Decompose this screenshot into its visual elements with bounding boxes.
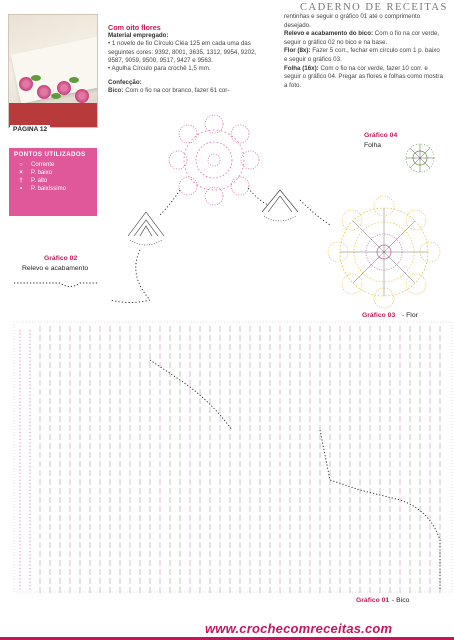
pink-chain-overlay: [20, 330, 30, 590]
slip-stitch-symbol-icon: •: [19, 186, 23, 192]
leaf-chart-right: [262, 190, 298, 221]
leaf-chart-graph04: [406, 144, 434, 172]
chain-symbol-icon: ○: [19, 162, 23, 168]
legend-label: Corrente: [31, 162, 55, 168]
double-crochet-symbol-icon: †: [19, 178, 23, 184]
needle-text: • Agulha Círculo para crochê 1,5 mm.: [108, 65, 211, 73]
flor-label: Flor (8x):: [284, 47, 311, 55]
website-footer[interactable]: www.crochecomreceitas.com: [205, 621, 393, 636]
section-header: CADERNO DE RECEITAS: [300, 2, 448, 13]
graph02-label: Gráfico 02: [44, 255, 78, 262]
leaf-chart-left: [128, 212, 164, 245]
materials-heading: Material empregado:: [108, 32, 169, 40]
page-label: PÁGINA 12: [10, 125, 50, 134]
graph03-label: Gráfico 03: [362, 312, 396, 319]
graph01-sub: - Bico: [392, 597, 410, 604]
folha-label: Folha (16x):: [284, 64, 319, 72]
bico-label: Bico:: [108, 87, 124, 95]
folha-text: Com o fio na cor verde, fazer 10 corr. e seguir o gráfico 04. Pregar as flores e folhas como mostra a foto.: [284, 64, 443, 89]
graph04-label: Gráfico 04: [364, 132, 398, 139]
recipe-title: Com oito flores: [108, 23, 161, 32]
chain-path: [110, 188, 330, 303]
graph03-sub: - Flor: [402, 312, 418, 319]
filet-chart-columns: [40, 326, 440, 593]
bico-text: Com o fio na cor branco, fazer 61 cor-: [125, 87, 230, 95]
legend-label: P. baixo: [31, 170, 52, 176]
relevo-text: Com o fio na cor verde, seguir o gráfico 02 no bico e na base.: [284, 30, 440, 46]
graph04-sub: Folha: [364, 142, 382, 149]
legend-title: PONTOS UTILIZADOS: [14, 151, 86, 158]
continuation-text: rentinhas e seguir o gráfico 01 até o comprimento desejado.: [284, 13, 421, 29]
instructions-heading: Confecção:: [108, 79, 142, 87]
materials-text: • 1 novelo de fio Círculo Cléa 125 em cada uma das seguintes cores: 9392, 8001, 3635, 1312, 9954, 9202, 9587, 9059, 9500, 9517, 9427 e 9563.: [108, 40, 257, 64]
legend-label: P. baixíssimo: [31, 186, 66, 192]
graph02-sub: Relevo e acabamento: [22, 265, 89, 272]
legend-label: P. alto: [31, 178, 48, 184]
graph01-label: Gráfico 01: [356, 597, 390, 604]
edging-chart-graph02: [14, 283, 98, 287]
flower-chart-yellow: [328, 196, 440, 308]
relevo-label: Relevo e acabamento do bico:: [284, 30, 374, 38]
flor-text: Fazer 5 corr., fechar em círculo com 1 p. baixo e seguir o gráfico 03.: [284, 47, 440, 63]
scallop-path: [150, 360, 440, 590]
flower-chart-pink: [169, 115, 259, 205]
filet-chart-graph01: [14, 322, 452, 592]
single-crochet-symbol-icon: ×: [19, 170, 23, 176]
